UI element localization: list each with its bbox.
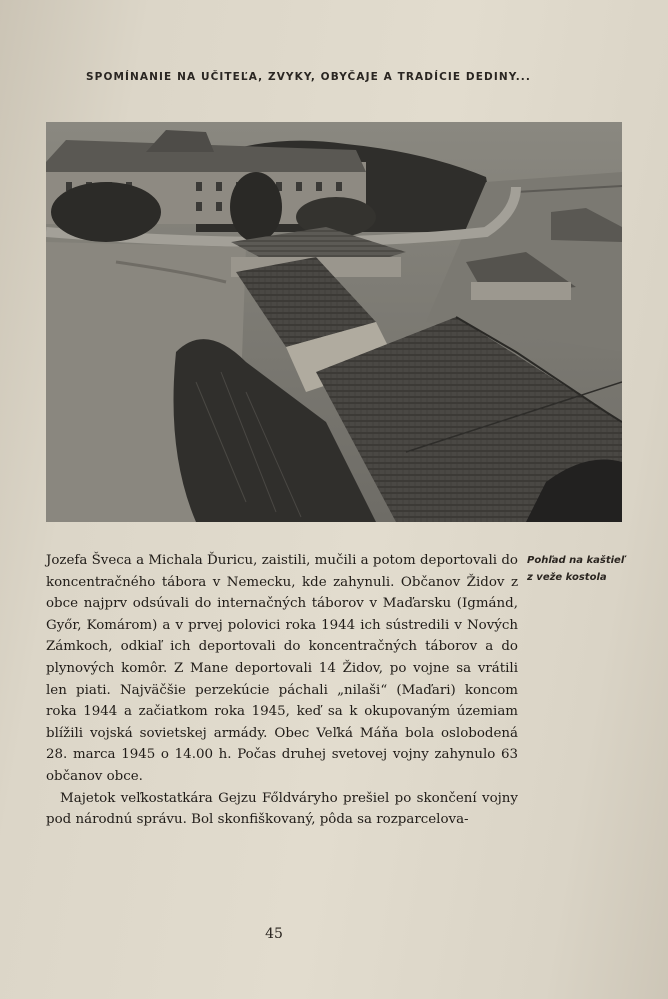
manor-photo — [46, 122, 622, 522]
page-number: 45 — [265, 926, 283, 942]
running-head: SPOMÍNANIE NA UČITEĽA, ZVYKY, OBYČAJE A TRADÍCIE DEDINY... — [86, 71, 531, 83]
caption-line-2: z veže kostola — [527, 572, 607, 583]
paragraph-1: Jozefa Šveca a Michala Ďuricu, zaistili, mučili a potom deportovali do koncentračného tábora v Nemecku, kde zahynuli. Občanov Židov z obce najprv odsúvali do internačných táborov v Maďarsku (Igmánd, Győr, Komárom) a v prvej polovici roka 1944 ich sústredili v Nových Zámkoch, odkiaľ ich deportovali do koncentračných táborov a do plynových komôr. Z Mane deportovali 14 Židov, po vojne sa vrátili len piati. Najväčšie perzekúcie páchali „nilaši“ (Maďari) koncom roka 1944 a začiatkom roka 1945, keď sa k okupovaným územiam blížili vojská sovietskej armády. Obec Veľká Máňa bola oslobodená 28. marca 1945 o 14.00 h. Počas druhej svetovej vojny zahynulo 63 občanov obce. — [46, 553, 518, 784]
body-text — [46, 550, 518, 831]
paragraph-2: Majetok veľkostatkára Gejzu Főldváryho prešiel po skončení vojny pod národnú správu. Bol skonfiškovaný, pôda sa rozparcelova- — [46, 790, 518, 828]
figure-caption — [527, 552, 637, 586]
caption-line-1: Pohľad na kaštieľ — [527, 555, 625, 566]
photo-illustration — [46, 122, 622, 522]
